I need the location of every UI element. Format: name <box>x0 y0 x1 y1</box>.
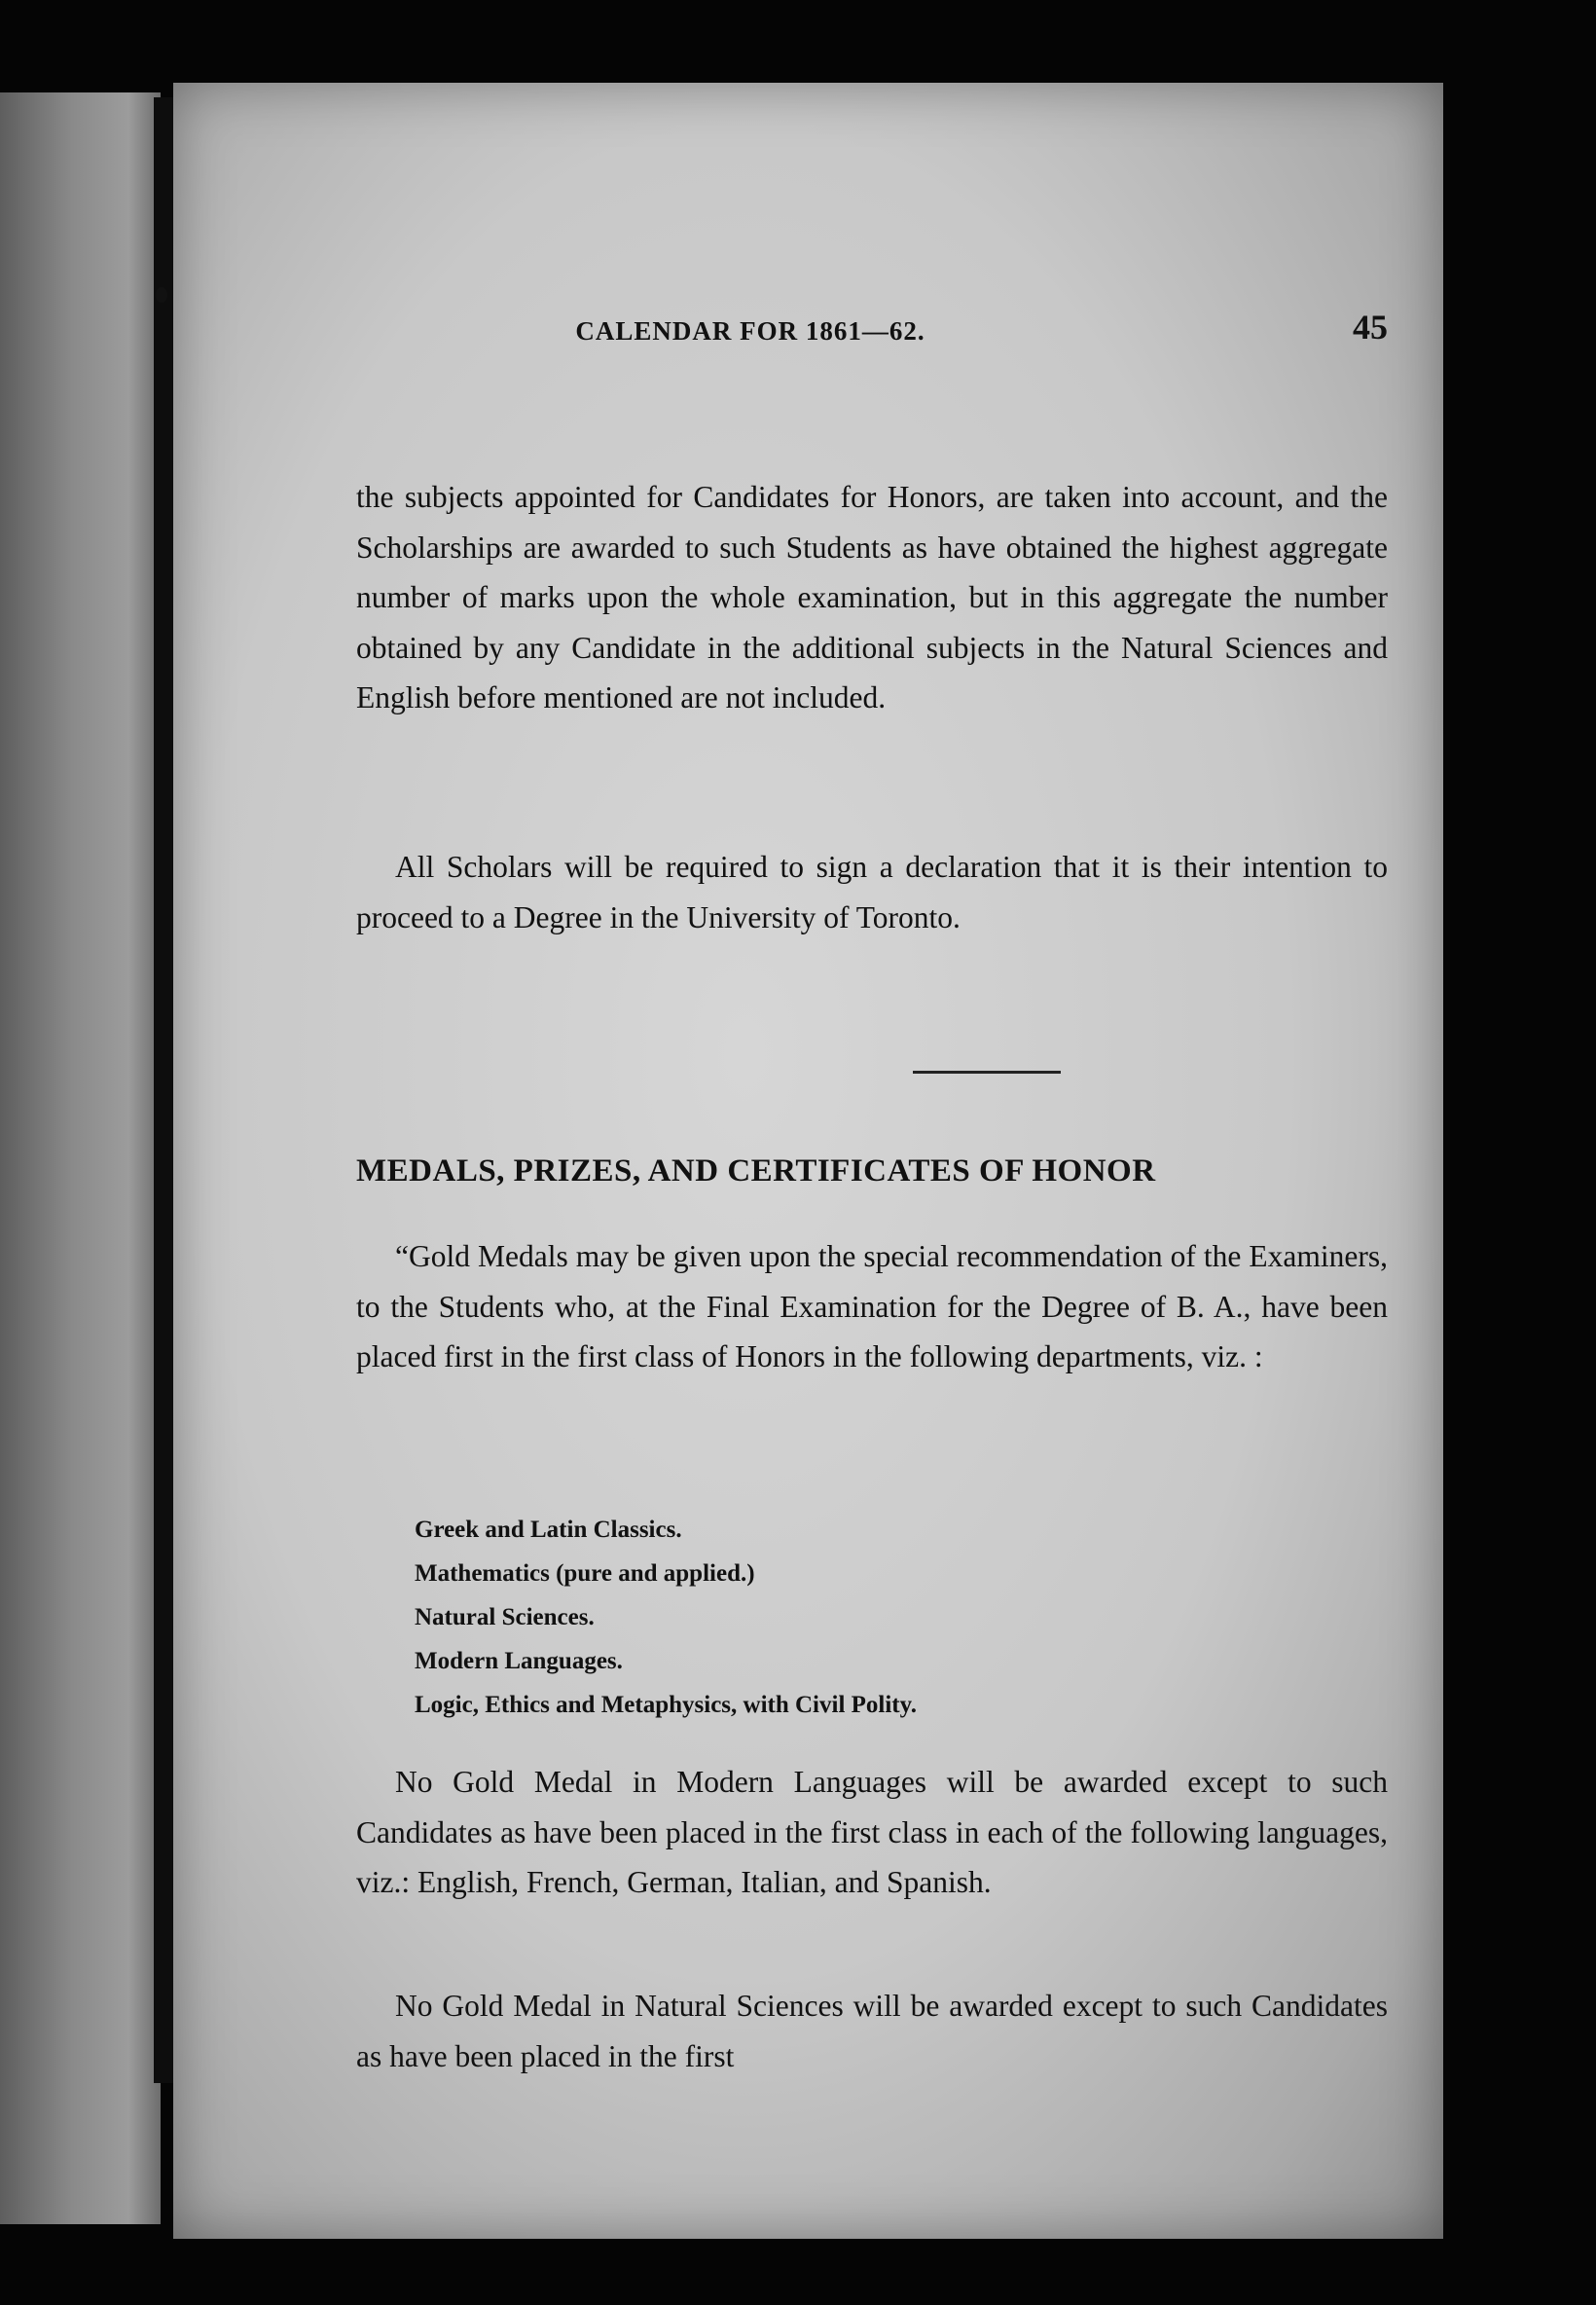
list-item: Logic, Ethics and Metaphysics, with Civil Polity. <box>415 1692 918 1718</box>
page-header <box>356 308 1388 375</box>
paragraph-scholar-declaration: All Scholars will be required to sign a declaration that it is their intention to proceed to a Degree in the University of Toronto. <box>356 850 1388 934</box>
paragraph-modern-languages-medal: No Gold Medal in Modern Languages will be awarded except to such Candidates as have been placed in the first class in each of the following languages, viz.: English, French, German, Italian, and Spanish. <box>356 1765 1388 1899</box>
list-item: Greek and Latin Classics. <box>415 1517 682 1543</box>
paragraph-natural-sciences-medal: No Gold Medal in Natural Sciences will be awarded except to such Candidates as have been placed in the first <box>356 1989 1388 2073</box>
list-item: Modern Languages. <box>415 1648 623 1674</box>
section-divider-rule <box>913 1071 1061 1074</box>
list-item: Natural Sciences. <box>415 1604 595 1630</box>
page-number: 45 <box>1353 308 1388 347</box>
section-heading: MEDALS, PRIZES, AND CERTIFICATES OF HONOR <box>356 1153 1156 1189</box>
ink-speck <box>156 287 167 303</box>
running-head: CALENDAR FOR 1861—62. <box>575 316 925 346</box>
list-item: Mathematics (pure and applied.) <box>415 1560 755 1587</box>
paragraph-gold-medals: “Gold Medals may be given upon the special recommendation of the Examiners, to the Students who, at the Final Examination for the Degree of B. A., have been placed first in the first class of Honors in the following departments, viz. : <box>356 1239 1388 1373</box>
departments-list <box>415 1508 917 1727</box>
paragraph-scholarship-marks: the subjects appointed for Candidates for Honors, are taken into account, and the Scholarships are awarded to such Students as have obtained the highest aggregate number of marks upon the whole examination, but in this aggregate the number obtained by any Candidate in the additional subjects in the Natural Sciences and English before mentioned are not included. <box>356 480 1388 714</box>
facing-page-edge <box>0 92 161 2224</box>
page-sheet <box>173 83 1443 2239</box>
